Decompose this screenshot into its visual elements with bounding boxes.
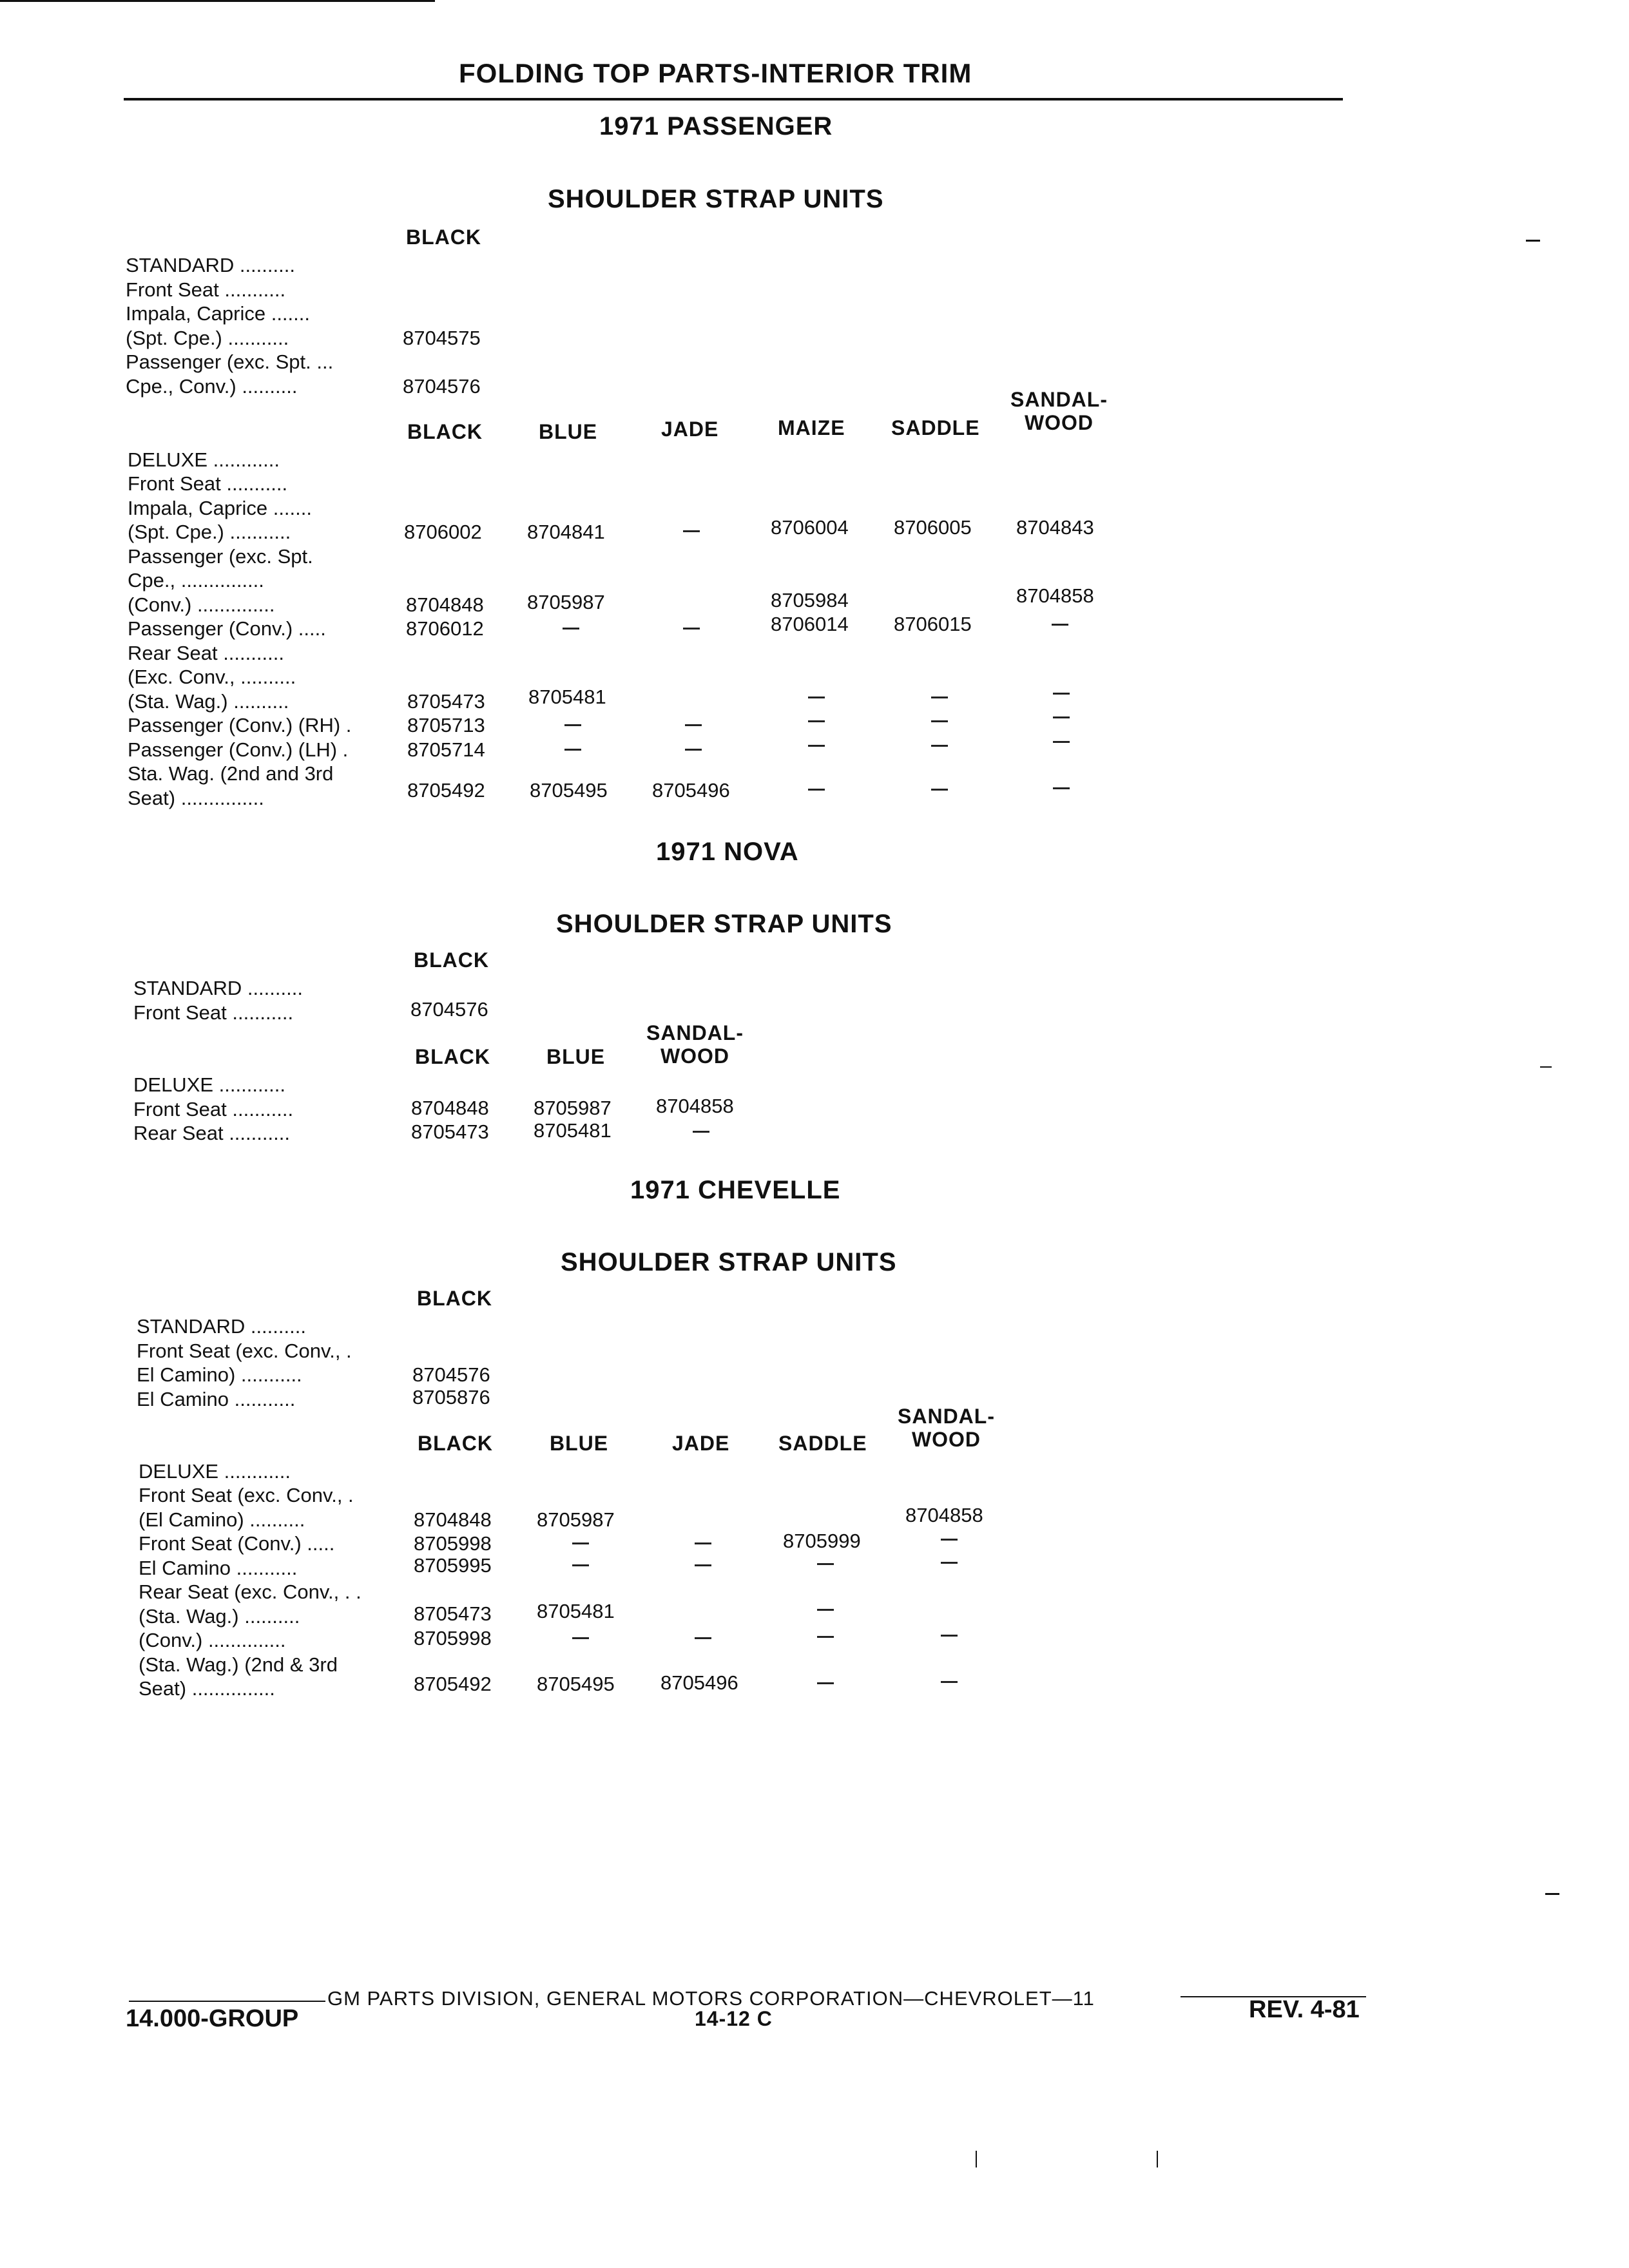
row-label: Front Seat (exc. Conv., . xyxy=(139,1484,354,1506)
part-number: 8705496 xyxy=(660,1671,738,1694)
col-head-black: BLACK xyxy=(406,226,481,249)
footer-revision: REV. 4-81 xyxy=(1249,1996,1360,2023)
row-label: El Camino ........... xyxy=(139,1557,298,1579)
row-label: Front Seat (exc. Conv., . xyxy=(137,1340,352,1362)
footer-page-number: 14-12 C xyxy=(695,2007,773,2030)
col-head-sandal: SANDAL- xyxy=(1010,388,1108,411)
part-number: 8705998 xyxy=(414,1532,492,1555)
dash xyxy=(808,697,825,698)
col-head-sandalwood xyxy=(898,1405,995,1451)
col-head-wood: WOOD xyxy=(660,1044,730,1068)
scan-mark xyxy=(976,2151,977,2167)
part-number: 8705995 xyxy=(414,1554,492,1577)
col-head-black: BLACK xyxy=(417,1287,492,1310)
part-number: 8704843 xyxy=(1016,516,1094,539)
part-number: 8705987 xyxy=(534,1097,612,1119)
row-label: (Sta. Wag.) .......... xyxy=(139,1605,300,1628)
row-label: Sta. Wag. (2nd and 3rd xyxy=(128,762,334,785)
section-title-nova: 1971 NOVA xyxy=(656,838,799,866)
row-label: Seat) ............... xyxy=(139,1677,275,1700)
dash xyxy=(1053,693,1070,695)
row-label: El Camino) ........... xyxy=(137,1363,302,1386)
scan-mark xyxy=(1157,2151,1158,2167)
part-number: 8705492 xyxy=(414,1673,492,1695)
row-label: (Exc. Conv., .......... xyxy=(128,666,296,688)
dash xyxy=(808,789,825,791)
dash xyxy=(817,1609,834,1611)
part-number: 8706012 xyxy=(406,617,484,640)
chevelle-heading: SHOULDER STRAP UNITS xyxy=(561,1248,897,1276)
part-number: 8705876 xyxy=(412,1386,490,1408)
row-label: Impala, Caprice ....... xyxy=(128,497,312,519)
row-label: Front Seat ........... xyxy=(126,278,286,301)
dash xyxy=(1053,741,1070,743)
part-number: 8704848 xyxy=(414,1508,492,1531)
part-number: 8706004 xyxy=(771,516,849,539)
footer-publisher: GM PARTS DIVISION, GENERAL MOTORS CORPORATION—CHEVROLET—11 xyxy=(327,1987,1095,2010)
dash xyxy=(685,724,702,726)
col-head-blue: BLUE xyxy=(550,1432,609,1455)
row-label: (Spt. Cpe.) ........... xyxy=(128,521,291,543)
part-number: 8705492 xyxy=(407,779,485,802)
part-number: 8704858 xyxy=(656,1095,734,1117)
row-label: (Spt. Cpe.) ........... xyxy=(126,327,289,349)
col-head-black: BLACK xyxy=(414,948,489,972)
part-number: 8704576 xyxy=(410,998,488,1021)
dash xyxy=(941,1681,958,1683)
title-rule xyxy=(124,98,1343,101)
part-number: 8705496 xyxy=(652,779,730,802)
passenger-heading: SHOULDER STRAP UNITS xyxy=(548,185,884,213)
row-label: Passenger (Conv.) (RH) . xyxy=(128,714,352,736)
part-number: 8706015 xyxy=(894,613,972,635)
dash xyxy=(817,1563,834,1565)
part-number: 8704841 xyxy=(527,521,605,543)
row-label: Rear Seat (exc. Conv., . . xyxy=(139,1581,361,1603)
part-number: 8705495 xyxy=(530,779,608,802)
dash xyxy=(563,628,579,629)
part-number: 8704858 xyxy=(1016,584,1094,607)
part-number: 8704848 xyxy=(406,593,484,616)
part-number: 8705473 xyxy=(407,690,485,713)
row-label: DELUXE ............ xyxy=(133,1073,286,1096)
row-label: (Conv.) .............. xyxy=(139,1629,286,1651)
section-title-passenger: 1971 PASSENGER xyxy=(599,112,833,140)
row-label: Front Seat ........... xyxy=(133,1001,294,1024)
dash xyxy=(808,720,825,722)
footer-group: 14.000-GROUP xyxy=(126,2005,299,2032)
col-head-wood: WOOD xyxy=(1024,411,1094,434)
col-head-black: BLACK xyxy=(407,420,483,443)
col-head-saddle: SADDLE xyxy=(778,1432,867,1455)
part-number: 8705984 xyxy=(771,589,849,611)
part-number: 8705987 xyxy=(537,1508,615,1531)
dash xyxy=(572,1637,589,1639)
row-label: Front Seat (Conv.) ..... xyxy=(139,1532,335,1555)
col-head-black: BLACK xyxy=(415,1045,490,1068)
dash xyxy=(695,1542,711,1544)
row-label: Impala, Caprice ....... xyxy=(126,302,310,325)
dash xyxy=(931,745,948,747)
dash xyxy=(693,1131,709,1133)
row-label: Cpe., Conv.) .......... xyxy=(126,375,298,398)
dash xyxy=(808,745,825,747)
dash xyxy=(683,628,700,629)
row-label: Seat) ............... xyxy=(128,787,264,809)
dash xyxy=(572,1542,589,1544)
dash xyxy=(564,749,581,751)
row-label: Front Seat ........... xyxy=(128,472,288,495)
col-head-blue: BLUE xyxy=(539,420,598,443)
part-number: 8705714 xyxy=(407,738,485,761)
part-number: 8706005 xyxy=(894,516,972,539)
row-label: Passenger (Conv.) ..... xyxy=(128,617,326,640)
part-number: 8705495 xyxy=(537,1673,615,1695)
part-number: 8705473 xyxy=(414,1602,492,1625)
row-label: (El Camino) .......... xyxy=(139,1508,305,1531)
row-label: Cpe., ............... xyxy=(128,569,264,591)
dash xyxy=(1053,716,1070,718)
row-label: Passenger (Conv.) (LH) . xyxy=(128,738,349,761)
col-head-sandal: SANDAL- xyxy=(646,1021,744,1044)
dash xyxy=(817,1636,834,1638)
row-label: (Sta. Wag.) (2nd & 3rd xyxy=(139,1653,338,1676)
col-head-blue: BLUE xyxy=(546,1045,606,1068)
col-head-jade: JADE xyxy=(672,1432,730,1455)
dash xyxy=(931,720,948,722)
row-label: STANDARD .......... xyxy=(126,254,295,276)
dash xyxy=(817,1682,834,1684)
part-number: 8706002 xyxy=(404,521,482,543)
scan-mark xyxy=(1545,1893,1559,1895)
part-number: 8705481 xyxy=(534,1119,612,1142)
col-head-saddle: SADDLE xyxy=(891,416,980,439)
row-label: DELUXE ............ xyxy=(128,448,280,471)
col-head-sandal: SANDAL- xyxy=(898,1405,995,1428)
section-title-chevelle: 1971 CHEVELLE xyxy=(630,1176,841,1204)
scan-mark xyxy=(1540,1066,1552,1068)
dash xyxy=(941,1562,958,1564)
part-number: 8704848 xyxy=(411,1097,489,1119)
row-label: STANDARD .......... xyxy=(137,1315,306,1338)
part-number: 8705999 xyxy=(783,1530,861,1552)
dash xyxy=(564,724,581,726)
part-number: 8705998 xyxy=(414,1627,492,1649)
col-head-jade: JADE xyxy=(661,418,719,441)
row-label: Front Seat ........... xyxy=(133,1098,294,1120)
part-number: 8705987 xyxy=(527,591,605,613)
row-label: Passenger (exc. Spt. ... xyxy=(126,351,334,373)
row-label: (Conv.) .............. xyxy=(128,593,275,616)
part-number: 8704576 xyxy=(412,1363,490,1386)
part-number: 8705473 xyxy=(411,1120,489,1143)
row-label: STANDARD .......... xyxy=(133,977,303,999)
col-head-sandalwood xyxy=(1010,388,1108,434)
page-title: FOLDING TOP PARTS-INTERIOR TRIM xyxy=(459,58,972,88)
part-number: 8704576 xyxy=(403,375,481,398)
part-number: 8704858 xyxy=(905,1504,983,1526)
part-number: 8705481 xyxy=(528,686,606,708)
row-label: Rear Seat ........... xyxy=(128,642,284,664)
row-label: El Camino ........... xyxy=(137,1388,296,1410)
part-number: 8706014 xyxy=(771,613,849,635)
row-label: Passenger (exc. Spt. xyxy=(128,545,313,568)
nova-heading: SHOULDER STRAP UNITS xyxy=(556,910,892,938)
dash xyxy=(931,697,948,698)
col-head-maize: MAIZE xyxy=(778,416,845,439)
part-number: 8705481 xyxy=(537,1600,615,1622)
scan-mark xyxy=(1526,240,1540,242)
dash xyxy=(695,1564,711,1566)
dash xyxy=(941,1539,958,1541)
col-head-black: BLACK xyxy=(418,1432,493,1455)
dash xyxy=(683,530,700,532)
part-number: 8705713 xyxy=(407,714,485,736)
dash xyxy=(1053,787,1070,789)
row-label: (Sta. Wag.) .......... xyxy=(128,690,289,713)
dash xyxy=(572,1564,589,1566)
col-head-sandalwood xyxy=(646,1021,744,1068)
dash xyxy=(941,1635,958,1637)
col-head-wood: WOOD xyxy=(911,1428,981,1451)
dash xyxy=(1052,624,1068,626)
scan-edge-rule xyxy=(0,0,435,2)
row-label: Rear Seat ........... xyxy=(133,1122,290,1144)
part-number: 8704575 xyxy=(403,327,481,349)
row-label: DELUXE ............ xyxy=(139,1460,291,1483)
dash xyxy=(685,749,702,751)
footer-rule-left xyxy=(129,2001,325,2002)
dash xyxy=(931,789,948,791)
dash xyxy=(695,1637,711,1639)
